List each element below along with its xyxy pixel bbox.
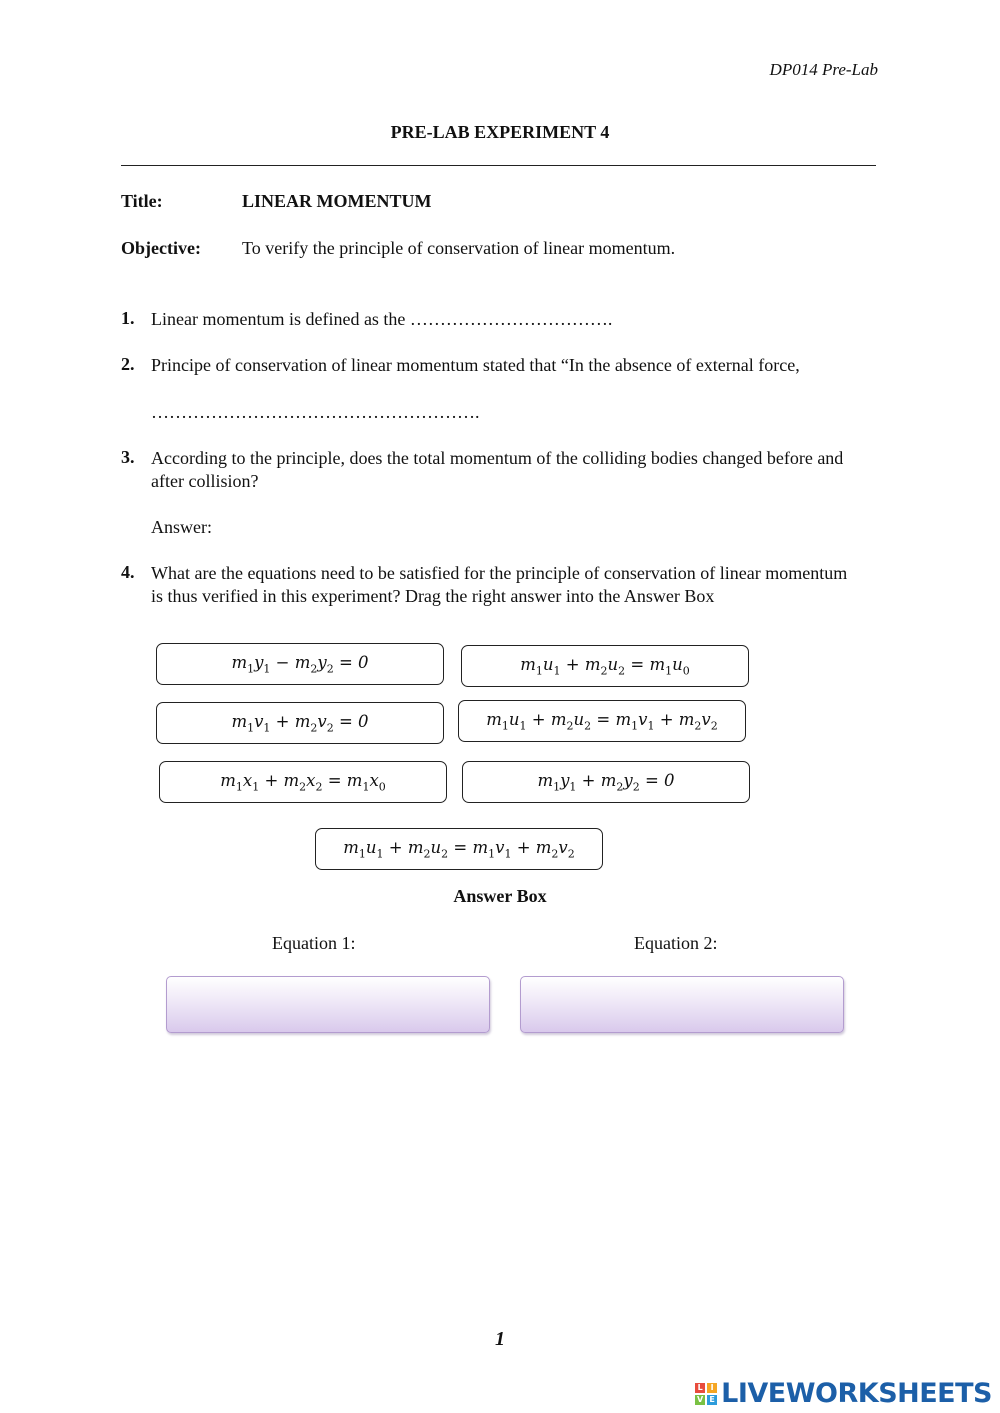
equation-option-1-text: $m_1y_1 - m_2y_2 = 0$ [231, 652, 369, 676]
question-1-number: 1. [121, 308, 135, 328]
logo-cell-i: I [707, 1383, 717, 1393]
logo-cell-v: V [697, 1394, 704, 1404]
equation-option-6[interactable] [462, 761, 750, 803]
equation-option-4[interactable] [458, 700, 746, 742]
question-3-text: According to the principle, does the total momentum of the colliding bodies changed before and after collision? [151, 448, 844, 491]
document-header-tag: DP014 Pre-Lab [769, 60, 878, 79]
logo-icon [695, 1383, 717, 1405]
equation-option-5[interactable] [159, 761, 447, 803]
question-2-text: Principe of conservation of linear momentum stated that “In the absence of external force, [151, 355, 800, 375]
logo-cell-l: L [695, 1383, 705, 1393]
question-3-answer-field[interactable] [232, 512, 832, 542]
question-2-answer-field[interactable]: ………………………………………………. [151, 402, 480, 422]
page-number: 1 [495, 1328, 505, 1350]
title-label: Title: [121, 191, 163, 211]
equation-2-label: Equation 2: [634, 933, 718, 953]
objective-label: Objective: [121, 238, 201, 258]
page-title: PRE-LAB EXPERIMENT 4 [390, 122, 610, 142]
title-divider [121, 165, 876, 166]
title-value: LINEAR MOMENTUM [242, 191, 432, 211]
question-3-number: 3. [121, 447, 135, 467]
equation-1-label: Equation 1: [272, 933, 356, 953]
liveworksheets-logo [695, 1378, 992, 1409]
equation-option-2-text: $m_1u_1 + m_2u_2 = m_1u_0$ [520, 654, 690, 678]
question-2-number: 2. [121, 354, 135, 374]
equation-option-5-text: $m_1x_1 + m_2x_2 = m_1x_0$ [220, 770, 386, 794]
equation-option-3-text: $m_1v_1 + m_2v_2 = 0$ [231, 711, 369, 735]
question-4-number: 4. [121, 562, 135, 582]
question-1-text: Linear momentum is defined as the ……………………………. [151, 309, 613, 329]
logo-cell-e: E [707, 1395, 717, 1405]
logo-text: LIVEWORKSHEETS [721, 1378, 992, 1409]
equation-option-1[interactable] [156, 643, 444, 685]
answer-box-title: Answer Box [453, 886, 547, 906]
question-3-answer-label: Answer: [151, 517, 212, 537]
objective-value: To verify the principle of conservation of linear momentum. [242, 238, 676, 258]
equation-option-2[interactable] [461, 645, 749, 687]
equation-option-4-text: $m_1u_1 + m_2u_2 = m_1v_1 + m_2v_2$ [486, 709, 718, 733]
equation-1-drop-zone[interactable] [166, 976, 490, 1033]
equation-option-7[interactable] [315, 828, 603, 870]
question-4-text: What are the equations need to be satisfied for the principle of conservation of linear momentum is thus verified in this experiment? Drag the right answer into the Answer Box [151, 563, 848, 606]
equation-option-3[interactable] [156, 702, 444, 744]
equation-2-drop-zone[interactable] [520, 976, 844, 1033]
equation-option-6-text: $m_1y_1 + m_2y_2 = 0$ [537, 770, 675, 794]
equation-option-7-text: $m_1u_1 + m_2u_2 = m_1v_1 + m_2v_2$ [343, 837, 575, 861]
